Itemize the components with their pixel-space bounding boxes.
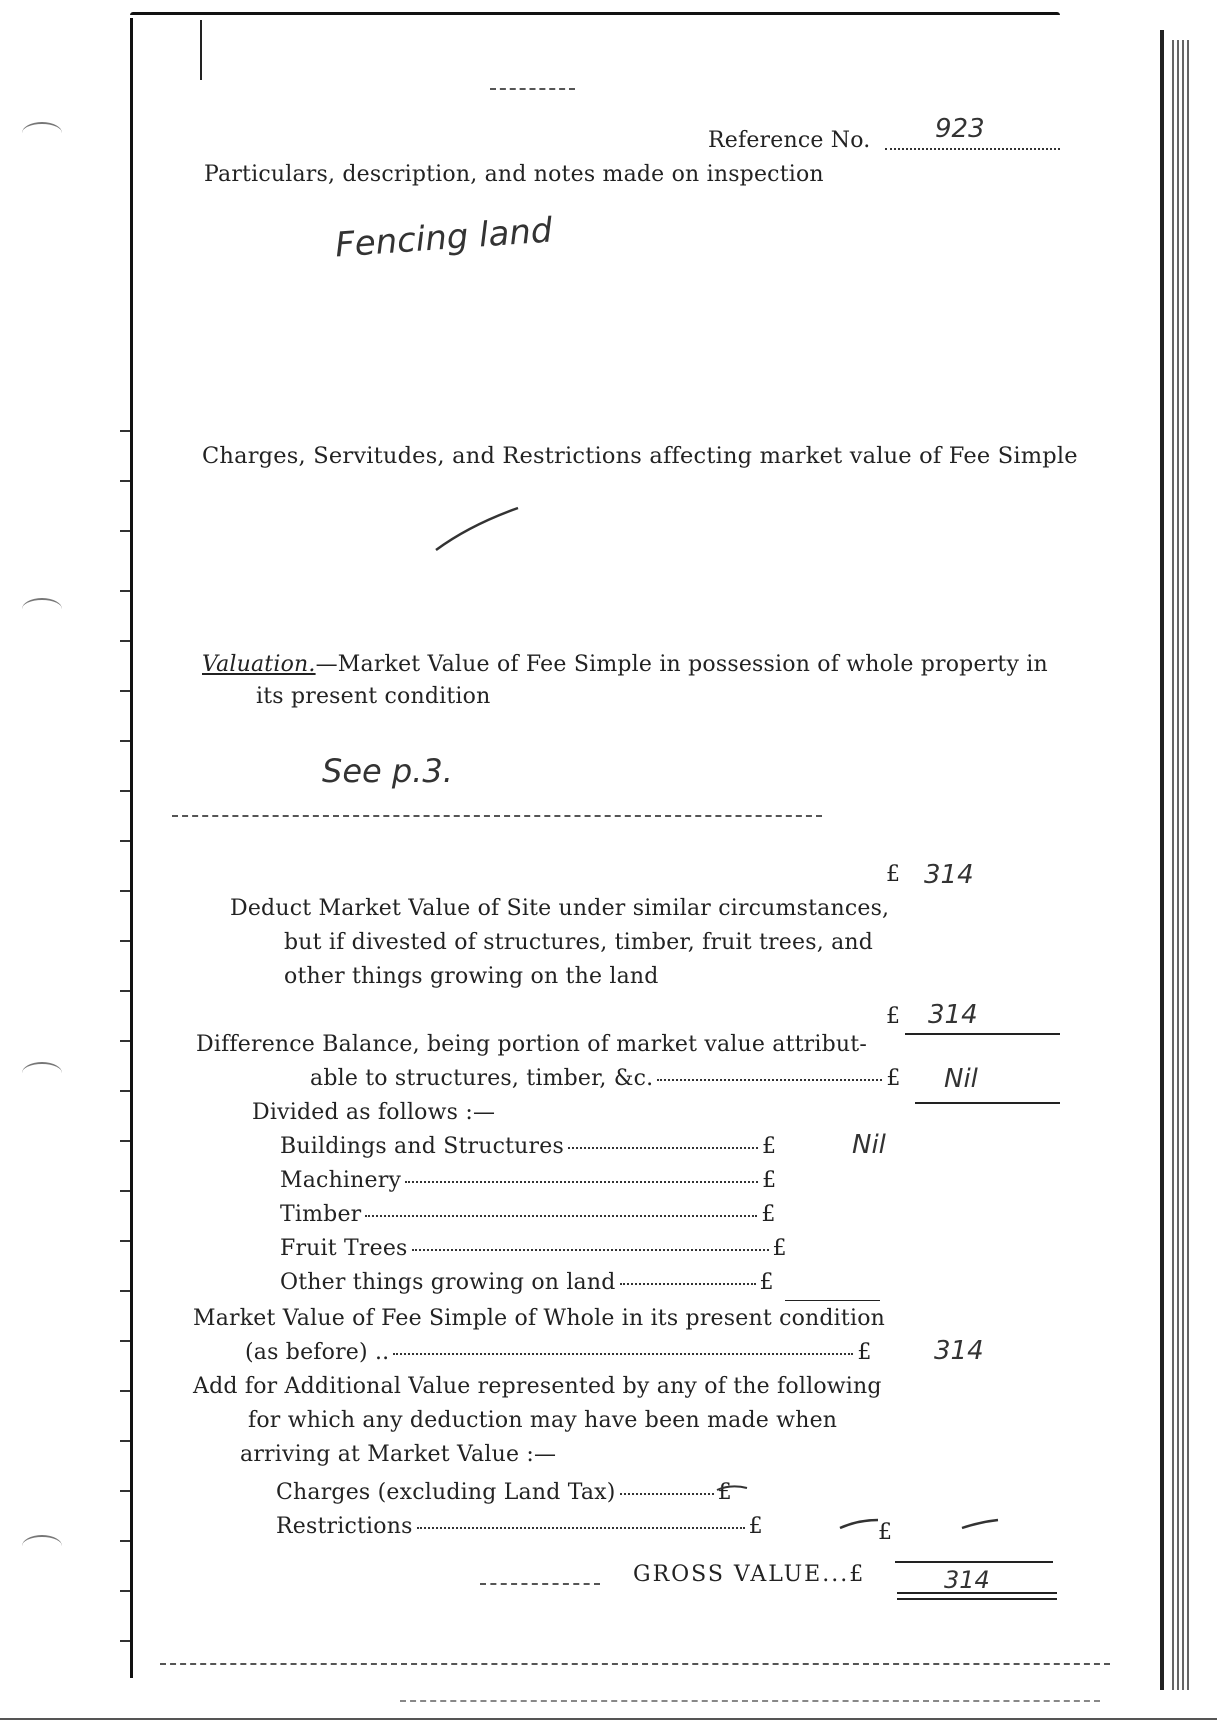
market-whole-line2-text: (as before) ..	[245, 1340, 390, 1365]
particulars-heading: Particulars, description, and notes made on inspection	[204, 162, 824, 187]
margin-tick	[120, 1640, 130, 1642]
divided-total-rule	[785, 1300, 880, 1301]
divided-item-currency: £	[761, 1202, 776, 1227]
restrictions-dash-mark	[838, 1516, 882, 1532]
valuation-handwritten: See p.3.	[322, 752, 453, 790]
divided-item-currency: £	[762, 1168, 777, 1193]
divided-item-currency: £	[772, 1236, 787, 1261]
additional-item-currency: £	[748, 1514, 763, 1539]
margin-tick	[120, 890, 130, 892]
gross-label-text: GROSS VALUE...	[633, 1562, 850, 1587]
difference-line1: Difference Balance, being portion of market value attribut-	[196, 1032, 867, 1057]
gross-amount: 314	[944, 1566, 990, 1594]
divided-item-currency: £	[759, 1270, 774, 1295]
particulars-handwritten: Fencing land	[333, 210, 554, 266]
additional-total-dash	[960, 1516, 1004, 1532]
margin-tick	[120, 940, 130, 942]
punch-hole-4	[22, 1535, 62, 1557]
page-top-edge	[130, 12, 1060, 15]
divided-buildings-amount: Nil	[852, 1130, 886, 1160]
market-whole-line2	[245, 1340, 872, 1365]
difference-line2	[310, 1066, 901, 1091]
deduct-line2: but if divested of structures, timber, fruit trees, and	[284, 930, 874, 955]
page-bottom-edge-2	[400, 1700, 1100, 1702]
punch-hole-3	[22, 1062, 62, 1084]
additional-line3: arriving at Market Value :—	[240, 1442, 557, 1467]
page-stack-edge	[1172, 40, 1192, 1690]
deduct-line3: other things growing on the land	[284, 964, 659, 989]
margin-tick	[120, 1290, 130, 1292]
margin-tick	[120, 1140, 130, 1142]
gross-underline-1	[897, 1592, 1057, 1594]
reference-label: Reference No.	[708, 128, 871, 153]
margin-tick	[120, 430, 130, 432]
gross-currency: £	[849, 1562, 866, 1587]
divided-item-timber	[280, 1202, 776, 1227]
difference-underline	[915, 1102, 1060, 1104]
top-short-rule	[490, 88, 575, 90]
difference-amount: Nil	[944, 1064, 978, 1094]
additional-item-charges	[276, 1480, 732, 1505]
divided-item-label: Other things growing on land	[280, 1270, 616, 1295]
additional-item-label: Charges (excluding Land Tax)	[276, 1480, 616, 1505]
additional-item-label: Restrictions	[276, 1514, 413, 1539]
deduct-currency: £	[886, 1004, 901, 1029]
market-whole-amount: 314	[934, 1336, 984, 1366]
margin-tick	[120, 1040, 130, 1042]
divided-item-label: Fruit Trees	[280, 1236, 408, 1261]
page-bottom-edge	[160, 1663, 1110, 1665]
reference-value: 923	[935, 114, 985, 144]
valuation-heading	[202, 652, 1048, 677]
deduct-line1: Deduct Market Value of Site under similar circumstances,	[230, 896, 890, 921]
margin-tick	[120, 640, 130, 642]
valuation-currency: £	[886, 862, 901, 887]
page-right-edge	[1160, 30, 1164, 1690]
additional-total-currency: £	[878, 1520, 893, 1545]
divided-item-fruit-trees	[280, 1236, 787, 1261]
deduct-amount: 314	[928, 1000, 978, 1030]
divided-item-label: Machinery	[280, 1168, 402, 1193]
divided-item-currency: £	[761, 1134, 777, 1159]
difference-currency: £	[886, 1066, 901, 1091]
margin-tick	[120, 740, 130, 742]
margin-tick	[120, 1390, 130, 1392]
valuation-heading-line2: its present condition	[256, 684, 491, 709]
gross-left-dash	[480, 1583, 600, 1585]
margin-tick	[120, 1490, 130, 1492]
additional-total-rule	[895, 1561, 1053, 1563]
margin-tick	[120, 840, 130, 842]
difference-line2-text: able to structures, timber, &c.	[310, 1066, 654, 1091]
divided-item-other	[280, 1270, 774, 1295]
charges-nil-stroke	[430, 500, 530, 560]
punch-hole-1	[22, 122, 62, 144]
valuation-heading-rest: —Market Value of Fee Simple in possession of whole property in	[315, 652, 1048, 677]
margin-tick	[120, 1590, 130, 1592]
margin-tick	[120, 990, 130, 992]
margin-tick	[120, 790, 130, 792]
charges-dash-mark	[715, 1482, 751, 1496]
margin-tick	[120, 590, 130, 592]
margin-tick	[120, 1440, 130, 1442]
divided-item-label: Timber	[280, 1202, 362, 1227]
additional-line2: for which any deduction may have been made when	[248, 1408, 838, 1433]
scan-bottom-line	[0, 1718, 1217, 1720]
margin-tick	[120, 530, 130, 532]
punch-hole-2	[22, 598, 62, 620]
divided-item-buildings	[280, 1134, 776, 1159]
margin-tick	[120, 1190, 130, 1192]
additional-item-currency: £	[717, 1480, 732, 1505]
margin-tick	[120, 690, 130, 692]
divided-item-machinery	[280, 1168, 776, 1193]
divided-heading: Divided as follows :—	[252, 1100, 496, 1125]
valuation-separator	[172, 815, 822, 817]
deduct-underline	[905, 1033, 1060, 1035]
market-whole-currency: £	[857, 1340, 872, 1365]
additional-line1: Add for Additional Value represented by any of the following	[193, 1374, 882, 1399]
divided-item-label: Buildings and Structures	[280, 1134, 564, 1159]
additional-item-restrictions	[276, 1514, 763, 1539]
margin-tick	[120, 1090, 130, 1092]
gross-label	[633, 1562, 865, 1587]
margin-tick	[120, 1540, 130, 1542]
margin-tick	[120, 1240, 130, 1242]
charges-heading: Charges, Servitudes, and Restrictions affecting market value of Fee Simple	[202, 443, 1078, 469]
valuation-amount: 314	[924, 860, 974, 890]
page-inner-mark	[200, 20, 202, 80]
reference-underline	[885, 148, 1060, 150]
valuation-heading-italic: Valuation.	[202, 652, 316, 677]
gross-underline-2	[897, 1598, 1057, 1600]
margin-tick	[120, 480, 130, 482]
market-whole-line1: Market Value of Fee Simple of Whole in its present condition	[193, 1306, 886, 1331]
margin-tick	[120, 1340, 130, 1342]
page-left-edge	[130, 18, 133, 1678]
